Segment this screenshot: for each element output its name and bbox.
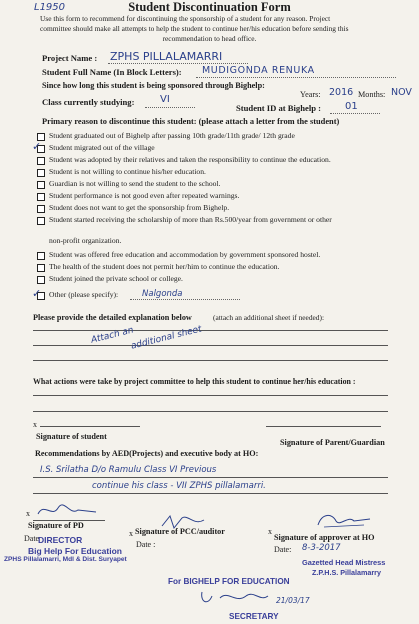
student-id-line (330, 113, 380, 114)
other-line (130, 299, 240, 300)
class-value[interactable]: VI (160, 94, 170, 105)
actions-rule-2 (33, 411, 388, 412)
approver-date-value: 8-3-2017 (302, 543, 341, 553)
reason-continuation: non-profit organization. (49, 236, 122, 245)
student-name-label: Student Full Name (In Block Letters): (42, 67, 182, 77)
recommendation-rule-2 (33, 493, 388, 494)
approver-date-label: Date: (274, 545, 292, 554)
reason-checkbox-4[interactable] (37, 169, 45, 177)
pd-signature-scribble (34, 500, 104, 520)
reason-checkbox-8[interactable] (37, 217, 45, 225)
other-value[interactable]: Nalgonda (142, 289, 183, 299)
reasons-heading: Primary reason to discontinue this student: (please attach a letter from the student) (42, 117, 340, 126)
pcc-date-label: Date : (136, 540, 156, 549)
explanation-rule-1 (33, 330, 388, 331)
recommendations-label: Recommendations by AED(Projects) and executive body at HO: (35, 449, 259, 458)
director-stamp-line-1: DIRECTOR (38, 535, 83, 545)
reason-label-7: Student does not want to get the sponsorship from Bighelp. (49, 203, 230, 212)
bighelp-stamp-line-1: For BIGHELP FOR EDUCATION (168, 577, 290, 586)
recommendation-handwriting-2: continue his class - VII ZPHS pillalamarri. (92, 481, 266, 491)
pcc-signature-label: Signature of PCC/auditor (135, 527, 225, 536)
reason-checkbox-9[interactable] (37, 252, 45, 260)
reason-label-4: Student is not willing to continue his/her education. (49, 167, 206, 176)
reason-label-3: Student was adopted by their relatives and taken the responsibility to continue the education. (49, 155, 331, 164)
project-name-line (108, 63, 248, 64)
reason-checkbox-6[interactable] (37, 193, 45, 201)
student-signature-label: Signature of student (36, 432, 107, 441)
reason-checkbox-7[interactable] (37, 205, 45, 213)
director-stamp-line-2: Big Help For Education (28, 546, 122, 556)
project-name-value[interactable]: ZPHS PILLALAMARRI (110, 50, 223, 63)
student-name-line (196, 77, 396, 78)
months-value[interactable]: NOV (391, 87, 412, 98)
reason-checkbox-10[interactable] (37, 264, 45, 272)
years-value[interactable]: 2016 (329, 87, 354, 98)
approver-signature-scribble (314, 509, 374, 531)
hm-stamp-line-1: Gazetted Head Mistress (302, 558, 386, 567)
bighelp-stamp-date: 21/03/17 (276, 596, 310, 605)
intro-line-2: committee should make all attempts to help the student to continue her/his education before sending this (40, 24, 349, 33)
reason-label-12: Other (please specify): (49, 290, 119, 299)
explanation-handwriting-2: additional sheet (130, 324, 203, 352)
student-name-value[interactable]: MUDIGONDA RENUKA (202, 65, 315, 76)
class-line (145, 107, 195, 108)
form-title: Student Discontinuation Form (128, 0, 291, 14)
intro-line-1: Use this form to recommend for discontinuing the sponsorship of a student for any reason. Project (40, 14, 331, 23)
reason-label-1: Student graduated out of Bighelp after passing 10th grade/11th grade/ 12th grade (49, 131, 295, 140)
parent-signature-label: Signature of Parent/Guardian (280, 438, 385, 447)
recommendation-rule-1 (33, 477, 388, 478)
since-label: Since how long this student is being sponsored through Bighelp: (42, 81, 265, 90)
explanation-handwriting-1: Attach an (90, 325, 135, 346)
actions-label: What actions were take by project committee to help this student to continue her/his education : (33, 377, 356, 386)
reason-label-9: Student was offered free education and accommodation by government sponsored hostel. (49, 250, 321, 259)
reason-label-8: Student started receiving the scholarship of more than Rs.500/year from government or other (49, 215, 332, 224)
student-signature-mark: x (33, 420, 37, 429)
reason-label-6: Student performance is not good even after repeated warnings. (49, 191, 240, 200)
reason-label-2: Student migrated out of the village (49, 143, 155, 152)
parent-signature-line (266, 426, 381, 427)
explanation-rule-3 (33, 360, 388, 361)
pd-signature-label: Signature of PD (28, 521, 84, 530)
reason-label-10: The health of the student does not permit her/him to continue the education. (49, 262, 280, 271)
pcc-signature-mark: x (129, 529, 133, 538)
approver-signature-mark: x (268, 527, 272, 536)
pd-signature-mark: x (26, 509, 30, 518)
project-name-label: Project Name : (42, 53, 98, 63)
student-id-value[interactable]: 01 (345, 101, 358, 112)
actions-rule-1 (33, 395, 388, 396)
reason-checkbox-3[interactable] (37, 157, 45, 165)
hm-stamp-line-2: Z.P.H.S. Pillalamarry (312, 568, 381, 577)
reason-checkbox-11[interactable] (37, 276, 45, 284)
months-label: Months: (358, 90, 386, 99)
student-id-label: Student ID at Bighelp : (236, 103, 321, 113)
recommendation-handwriting-1: I.S. Srilatha D/o Ramulu Class VI Previous (40, 465, 217, 475)
bighelp-secretary-label: SECRETARY (229, 612, 279, 621)
reason-check-mark-12: ✓ (32, 287, 42, 300)
years-label: Years: (300, 90, 321, 99)
handwritten-reference: L1950 (34, 2, 66, 13)
intro-line-3: recommendation to head office. (162, 34, 257, 43)
reason-label-11: Student joined the private school or college. (49, 274, 183, 283)
approver-signature-label: Signature of approver at HO (274, 533, 375, 542)
student-signature-line (40, 426, 140, 427)
director-stamp-line-3: ZPHS Pillalamarri, Mdl & Dist. Suryapet (4, 556, 127, 563)
explanation-label-suffix: (attach an additional sheet if needed): (213, 313, 325, 322)
reason-label-5: Guardian is not willing to send the student to the school. (49, 179, 221, 188)
reason-checkbox-5[interactable] (37, 181, 45, 189)
reason-check-mark-2: ✓ (32, 140, 42, 153)
explanation-label: Please provide the detailed explanation below (33, 313, 192, 322)
class-label: Class currently studying: (42, 97, 135, 107)
explanation-rule-2 (33, 345, 388, 346)
pd-date-label: Date (24, 534, 40, 543)
